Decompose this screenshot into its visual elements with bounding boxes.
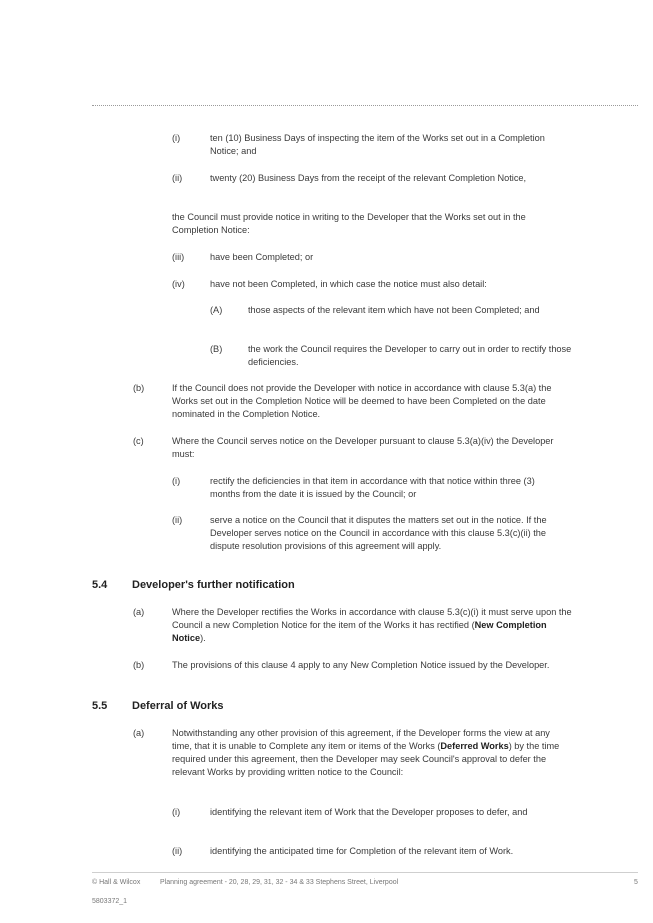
section-number: 5.5 (92, 700, 108, 712)
clause-text: rectify the deficiencies in that item in accordance with that notice within three (3) months from the date it is issued by the Council; or (210, 476, 535, 499)
item-marker: (a) (133, 607, 145, 617)
footer-rule (92, 872, 638, 873)
footer-doc-title: Planning agreement - 20, 28, 29, 31, 32 - 34 & 33 Stephens Street, Liverpool (160, 879, 399, 886)
defined-term: Deferred Works (440, 741, 509, 751)
clause-text: Notwithstanding any other provision of this agreement, if the Developer forms the view at any time, that it is unable to Complete any item or items of the Works (Deferred Works) by the time required under this agreement, then the Developer may seek Council's approval to defer the relevant Works by providing written notice to the Council: (172, 728, 560, 777)
clause-text: The provisions of this clause 4 apply to any New Completion Notice issued by the Developer. (172, 660, 550, 670)
footer-doc-ref: 5803372_1 (92, 898, 128, 905)
clause-text: have not been Completed, in which case the notice must also detail: (210, 279, 487, 289)
item-marker: (a) (133, 728, 145, 738)
clause-text: have been Completed; or (210, 252, 314, 262)
item-marker: (i) (172, 476, 181, 486)
clause-text: the Council must provide notice in writing to the Developer that the Works set out in the Completion Notice: (172, 212, 526, 235)
item-marker: (B) (210, 344, 223, 354)
item-marker: (i) (172, 807, 181, 817)
section-heading: Developer's further notification (132, 579, 295, 591)
item-marker: (iv) (172, 279, 185, 289)
clause-text: identifying the relevant item of Work that the Developer proposes to defer, and (210, 807, 528, 817)
defined-term: New Completion Notice (172, 620, 547, 643)
item-marker: (ii) (172, 846, 183, 856)
item-marker: (iii) (172, 252, 185, 262)
item-marker: (ii) (172, 515, 183, 525)
clause-text: twenty (20) Business Days from the receipt of the relevant Completion Notice, (210, 173, 527, 183)
section-heading: Deferral of Works (132, 700, 224, 712)
clause-text: Where the Council serves notice on the Developer pursuant to clause 5.3(a)(iv) the Developer must: (172, 436, 554, 459)
clause-text: serve a notice on the Council that it disputes the matters set out in the notice. If the Developer serves notice on the Council in accordance with this clause 5.3(c)(ii) the dispute resolution provisions of this agreement will apply. (210, 515, 547, 551)
page-number: 5 (634, 879, 638, 886)
header-rule (92, 105, 638, 106)
footer-firm: © Hall & Wilcox (92, 879, 141, 886)
item-marker: (A) (210, 305, 223, 315)
clause-text: Where the Developer rectifies the Works in accordance with clause 5.3(c)(i) it must serve upon the Council a new Completion Notice for the item of the Works it has rectified (New Completion Notice). (172, 607, 572, 643)
item-marker: (ii) (172, 173, 183, 183)
clause-text: those aspects of the relevant item which have not been Completed; and (248, 305, 540, 315)
item-marker: (b) (133, 660, 145, 670)
item-marker: (b) (133, 383, 145, 393)
clause-text: ten (10) Business Days of inspecting the item of the Works set out in a Completion Notice; and (210, 133, 545, 156)
item-marker: (c) (133, 436, 144, 446)
clause-text: identifying the anticipated time for Completion of the relevant item of Work. (210, 846, 514, 856)
section-number: 5.4 (92, 579, 108, 591)
clause-text: If the Council does not provide the Developer with notice in accordance with clause 5.3(a) the Works set out in the Completion Notice will be deemed to have been Completed on the date nominated in the Completion Notice. (172, 383, 552, 419)
item-marker: (i) (172, 133, 181, 143)
clause-text: the work the Council requires the Developer to carry out in order to rectify those deficiencies. (248, 344, 572, 367)
